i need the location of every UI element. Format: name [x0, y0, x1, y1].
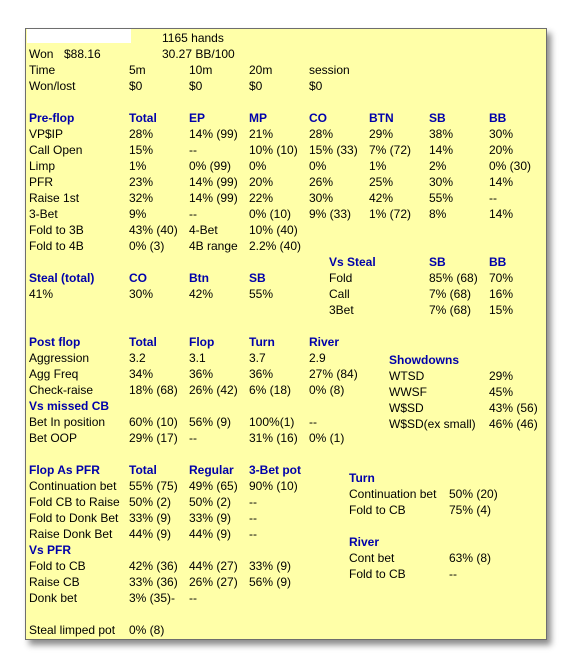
flop-as-pfr-cell: Continuation bet	[29, 479, 117, 493]
vs-steal-header: Vs Steal	[329, 255, 376, 269]
flop-as-pfr-cell: 33% (9)	[129, 511, 172, 525]
flop-as-pfr-cell: Fold to Donk Bet	[29, 511, 119, 525]
won-label: Won	[29, 47, 54, 61]
preflop-cell: 2.2% (40)	[249, 239, 302, 253]
preflop-cell: VP$IP	[29, 127, 64, 141]
flop-as-pfr-header: Regular	[189, 463, 234, 477]
vs-steal-cell: 16%	[489, 287, 514, 301]
missed-cb-cell: 100%(1)	[249, 415, 295, 429]
preflop-cell: 20%	[249, 175, 274, 189]
vs-steal-header: SB	[429, 255, 446, 269]
preflop-cell: 23%	[129, 175, 154, 189]
steal-header: CO	[129, 271, 147, 285]
postflop-header: Total	[129, 335, 157, 349]
missed-cb-cell: Bet In position	[29, 415, 106, 429]
postflop-cell: 27% (84)	[309, 367, 358, 381]
missed-cb-cell: 29% (17)	[129, 431, 178, 445]
preflop-cell: 32%	[129, 191, 154, 205]
preflop-cell: 1% (72)	[369, 207, 412, 221]
preflop-cell: 30%	[429, 175, 454, 189]
player-name-redaction	[27, 29, 131, 43]
vs-steal-cell: 7% (68)	[429, 287, 472, 301]
preflop-cell: Fold to 3B	[29, 223, 84, 237]
showdowns-title: Showdowns	[389, 353, 459, 367]
time-column-header: 10m	[189, 63, 213, 77]
vs-steal-cell: 70%	[489, 271, 514, 285]
preflop-cell: 0% (30)	[489, 159, 532, 173]
preflop-header: CO	[309, 111, 327, 125]
preflop-cell: 4-Bet	[189, 223, 218, 237]
preflop-cell: 4B range	[189, 239, 238, 253]
missed-cb-cell: 60% (10)	[129, 415, 178, 429]
preflop-cell: PFR	[29, 175, 53, 189]
showdown-value: 46% (46)	[489, 417, 538, 431]
time-column-header: session	[309, 63, 350, 77]
preflop-cell: 21%	[249, 127, 274, 141]
preflop-cell: 8%	[429, 207, 447, 221]
preflop-cell: 15% (33)	[309, 143, 358, 157]
flop-as-pfr-cell: --	[249, 495, 257, 509]
preflop-cell: 43% (40)	[129, 223, 178, 237]
preflop-header: EP	[189, 111, 206, 125]
flop-as-pfr-cell: 49% (65)	[189, 479, 238, 493]
hud-stats-panel	[25, 28, 547, 640]
preflop-cell: 15%	[129, 143, 154, 157]
steal-header: Steal (total)	[29, 271, 95, 285]
preflop-cell: 38%	[429, 127, 454, 141]
turn-title: Turn	[349, 471, 375, 485]
preflop-cell: 14% (99)	[189, 191, 238, 205]
flop-as-pfr-header: Flop As PFR	[29, 463, 100, 477]
preflop-cell: --	[189, 207, 197, 221]
won-amount: $88.16	[64, 47, 101, 61]
bb-per-100: 30.27 BB/100	[162, 47, 235, 61]
preflop-cell: 22%	[249, 191, 274, 205]
river-value: --	[449, 567, 457, 581]
postflop-cell: 6% (18)	[249, 383, 292, 397]
postflop-cell: 26% (42)	[189, 383, 238, 397]
flop-as-pfr-cell: Raise Donk Bet	[29, 527, 113, 541]
preflop-cell: --	[489, 191, 497, 205]
postflop-cell: Aggression	[29, 351, 90, 365]
steal-limped-label: Steal limped pot	[29, 623, 116, 637]
preflop-cell: 30%	[489, 127, 514, 141]
postflop-cell: 3.2	[129, 351, 146, 365]
steal-limped-value: 0% (8)	[129, 623, 165, 637]
vs-pfr-cell: --	[189, 591, 197, 605]
vs-pfr-cell: 26% (27)	[189, 575, 238, 589]
turn-label: Continuation bet	[349, 487, 437, 501]
time-column-header: 5m	[129, 63, 146, 77]
preflop-cell: 28%	[129, 127, 154, 141]
flop-as-pfr-cell: --	[249, 511, 257, 525]
steal-header: Btn	[189, 271, 209, 285]
preflop-cell: 2%	[429, 159, 447, 173]
preflop-cell: 30%	[309, 191, 334, 205]
river-value: 63% (8)	[449, 551, 492, 565]
preflop-cell: Fold to 4B	[29, 239, 84, 253]
preflop-cell: 29%	[369, 127, 394, 141]
flop-as-pfr-cell: Fold CB to Raise	[29, 495, 120, 509]
preflop-cell: Call Open	[29, 143, 83, 157]
preflop-cell: 1%	[369, 159, 387, 173]
preflop-cell: --	[189, 143, 197, 157]
wonlost-label: Won/lost	[29, 79, 76, 93]
preflop-cell: 14%	[489, 207, 514, 221]
postflop-cell: 0% (8)	[309, 383, 345, 397]
showdown-value: 43% (56)	[489, 401, 538, 415]
steal-value: 41%	[29, 287, 54, 301]
time-label: Time	[29, 63, 56, 77]
preflop-cell: 10% (40)	[249, 223, 298, 237]
flop-as-pfr-cell: 44% (9)	[189, 527, 232, 541]
turn-value: 50% (20)	[449, 487, 498, 501]
showdown-value: 29%	[489, 369, 514, 383]
vs-pfr-cell: 33% (9)	[249, 559, 292, 573]
postflop-cell: 36%	[189, 367, 214, 381]
preflop-cell: 3-Bet	[29, 207, 58, 221]
vs-steal-header: BB	[489, 255, 507, 269]
missed-cb-cell: Bet OOP	[29, 431, 78, 445]
vs-steal-cell: 85% (68)	[429, 271, 478, 285]
turn-label: Fold to CB	[349, 503, 406, 517]
preflop-cell: 42%	[369, 191, 394, 205]
showdown-label: W$SD(ex small)	[389, 417, 476, 431]
postflop-cell: 3.1	[189, 351, 206, 365]
flop-as-pfr-header: Total	[129, 463, 157, 477]
steal-value: 30%	[129, 287, 154, 301]
showdown-label: WTSD	[389, 369, 425, 383]
flop-as-pfr-header: 3-Bet pot	[249, 463, 301, 477]
vs-pfr-cell: 3% (35)-	[129, 591, 176, 605]
preflop-cell: 7% (72)	[369, 143, 412, 157]
postflop-cell: Agg Freq	[29, 367, 79, 381]
vs-steal-cell: 15%	[489, 303, 514, 317]
flop-as-pfr-cell: 44% (9)	[129, 527, 172, 541]
flop-as-pfr-cell: 90% (10)	[249, 479, 298, 493]
preflop-cell: 0%	[309, 159, 327, 173]
vs-pfr-cell: 33% (36)	[129, 575, 178, 589]
preflop-cell: 9% (33)	[309, 207, 352, 221]
vs-pfr-cell: 44% (27)	[189, 559, 238, 573]
preflop-cell: 10% (10)	[249, 143, 298, 157]
vs-steal-cell: Fold	[329, 271, 353, 285]
preflop-header: SB	[429, 111, 446, 125]
preflop-cell: 1%	[129, 159, 147, 173]
preflop-header: BTN	[369, 111, 394, 125]
preflop-cell: 55%	[429, 191, 454, 205]
postflop-cell: 18% (68)	[129, 383, 178, 397]
preflop-cell: 20%	[489, 143, 514, 157]
flop-as-pfr-cell: 55% (75)	[129, 479, 178, 493]
preflop-cell: 0% (10)	[249, 207, 292, 221]
vs-steal-cell: 3Bet	[329, 303, 354, 317]
preflop-header: BB	[489, 111, 507, 125]
vs-missed-cb-title: Vs missed CB	[29, 399, 110, 413]
wonlost-value: $0	[129, 79, 143, 93]
showdown-label: W$SD	[389, 401, 424, 415]
hands-count: 1165 hands	[162, 31, 224, 45]
vs-pfr-cell: Donk bet	[29, 591, 78, 605]
preflop-cell: 14%	[489, 175, 514, 189]
wonlost-value: $0	[309, 79, 323, 93]
postflop-header: Turn	[249, 335, 275, 349]
postflop-cell: 3.7	[249, 351, 266, 365]
steal-value: 42%	[189, 287, 214, 301]
preflop-header: Total	[129, 111, 157, 125]
time-column-header: 20m	[249, 63, 273, 77]
preflop-cell: 9%	[129, 207, 147, 221]
postflop-cell: Check-raise	[29, 383, 94, 397]
postflop-cell: 2.9	[309, 351, 326, 365]
flop-as-pfr-cell: 50% (2)	[189, 495, 232, 509]
vs-pfr-cell: Fold to CB	[29, 559, 86, 573]
showdown-value: 45%	[489, 385, 514, 399]
missed-cb-cell: --	[309, 415, 317, 429]
vs-steal-cell: 7% (68)	[429, 303, 472, 317]
preflop-cell: 25%	[369, 175, 394, 189]
preflop-cell: 0% (99)	[189, 159, 232, 173]
missed-cb-cell: 31% (16)	[249, 431, 298, 445]
vs-pfr-cell: Raise CB	[29, 575, 80, 589]
preflop-cell: 26%	[309, 175, 334, 189]
preflop-cell: 0% (3)	[129, 239, 165, 253]
postflop-header: River	[309, 335, 340, 349]
flop-as-pfr-cell: 50% (2)	[129, 495, 172, 509]
postflop-cell: 36%	[249, 367, 274, 381]
preflop-cell: 0%	[249, 159, 267, 173]
turn-value: 75% (4)	[449, 503, 492, 517]
steal-header: SB	[249, 271, 266, 285]
preflop-cell: 28%	[309, 127, 334, 141]
wonlost-value: $0	[189, 79, 203, 93]
missed-cb-cell: 56% (9)	[189, 415, 232, 429]
postflop-header: Flop	[189, 335, 215, 349]
vs-pfr-title: Vs PFR	[29, 543, 72, 557]
wonlost-value: $0	[249, 79, 263, 93]
postflop-header: Post flop	[29, 335, 81, 349]
steal-value: 55%	[249, 287, 274, 301]
preflop-cell: Raise 1st	[29, 191, 80, 205]
vs-pfr-cell: 42% (36)	[129, 559, 178, 573]
river-label: Fold to CB	[349, 567, 406, 581]
missed-cb-cell: --	[189, 431, 197, 445]
showdown-label: WWSF	[389, 385, 427, 399]
preflop-cell: 14%	[429, 143, 454, 157]
vs-pfr-cell: 56% (9)	[249, 575, 292, 589]
river-label: Cont bet	[349, 551, 395, 565]
postflop-cell: 34%	[129, 367, 154, 381]
river-title: River	[349, 535, 380, 549]
flop-as-pfr-cell: --	[249, 527, 257, 541]
missed-cb-cell: 0% (1)	[309, 431, 345, 445]
preflop-cell: Limp	[29, 159, 56, 173]
preflop-cell: 14% (99)	[189, 175, 238, 189]
preflop-cell: 14% (99)	[189, 127, 238, 141]
vs-steal-cell: Call	[329, 287, 350, 301]
preflop-header: Pre-flop	[29, 111, 75, 125]
flop-as-pfr-cell: 33% (9)	[189, 511, 232, 525]
preflop-header: MP	[249, 111, 267, 125]
